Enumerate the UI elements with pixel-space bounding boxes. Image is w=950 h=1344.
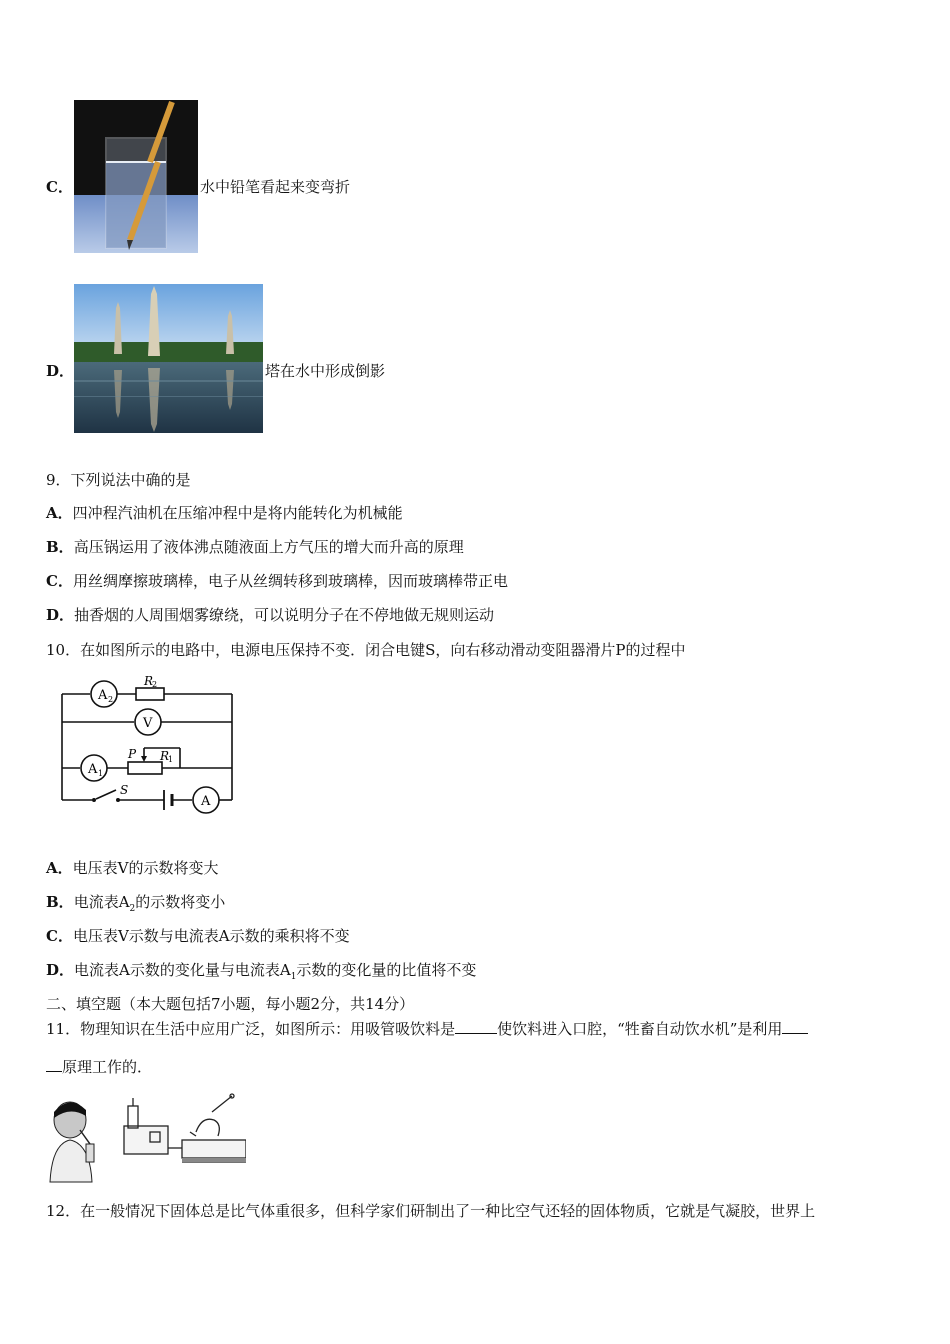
question-11-line-1 (46, 1019, 808, 1039)
option-text: 抽香烟的人周围烟雾缭绕，可以说明分子在不停地做无规则运动 (74, 606, 495, 624)
question-11-text-a: 11．物理知识在生活中应用广泛，如图所示：用吸管吸饮料是 (46, 1020, 456, 1038)
answer-blank-2-start[interactable] (782, 1019, 808, 1034)
option-text-post: 示数的变化量的比值将不变 (296, 961, 477, 979)
ammeter-a2-sub: 2 (108, 695, 114, 704)
question-10-option-b (46, 892, 225, 919)
question-11-text-b: 使饮料进入口腔，“牲畜自动饮水机”是利用 (497, 1020, 783, 1038)
option-label: B． (46, 538, 74, 556)
option-text-pre: 电流表A (73, 893, 130, 911)
option-text: 电压表V示数与电流表A示数的乘积将不变 (72, 927, 350, 945)
option-label: A． (46, 504, 73, 522)
option-label: B． (46, 893, 74, 911)
option-label: A． (46, 859, 73, 877)
question-10-stem: 10．在如图所示的电路中，电源电压保持不变．闭合电键S，向右移动滑动变阻器滑片P的过程中 (46, 641, 686, 659)
answer-blank-1[interactable] (455, 1019, 497, 1034)
option-text-pre: 电流表A示数的变化量与电流表A (74, 961, 291, 979)
option-label: C． (46, 572, 73, 590)
option-d-caption: 塔在水中形成倒影 (265, 362, 386, 380)
question-10-option-a (46, 858, 218, 878)
switch-s-label: S (120, 783, 129, 797)
option-text-post: 的示数将变小 (135, 893, 226, 911)
option-text: 四冲程汽油机在压缩冲程中是将内能转化为机械能 (72, 504, 403, 522)
question-9-option-b (46, 537, 464, 557)
option-label: D． (46, 606, 75, 624)
option-label: C． (46, 927, 73, 945)
resistor-r1-sub: 1 (168, 755, 174, 764)
question-12-line-1: 12．在一般情况下固体总是比气体重很多，但科学家们研制出了一种比空气还轻的固体物质，它就是气凝胶，世界上 (46, 1202, 816, 1220)
question-10-option-c (46, 926, 350, 946)
option-c-caption: 水中铅笔看起来变弯折 (200, 178, 351, 196)
pagoda-reflection-photo (74, 284, 263, 433)
ammeter-a2-label: A (98, 688, 108, 703)
option-text: 高压锅运用了液体沸点随液面上方气压的增大而升高的原理 (73, 538, 464, 556)
pencil-in-water-image (74, 100, 198, 253)
resistor-r1-label: R (160, 749, 170, 763)
pagoda-reflection-image (74, 284, 263, 433)
option-d-label: D． (46, 362, 75, 380)
question-11-line-2 (46, 1057, 152, 1077)
option-text: 电压表V的示数将变大 (72, 859, 219, 877)
question-9-option-c (46, 571, 508, 591)
question-10-option-d (46, 960, 476, 987)
question-9-stem: 9．下列说法中确的是 (46, 471, 191, 489)
circuit-diagram (56, 672, 240, 818)
question-11-text-c: 原理工作的． (62, 1058, 153, 1076)
option-text: 用丝绸摩擦玻璃棒，电子从丝绸转移到玻璃棒，因而玻璃棒带正电 (72, 572, 508, 590)
circuit-svg (56, 672, 240, 818)
ammeter-a-label: A (201, 794, 211, 809)
option-label: D． (46, 961, 75, 979)
ammeter-a1-sub: 1 (98, 769, 104, 778)
straw-and-drinker-svg (46, 1092, 246, 1184)
question-9-option-a (46, 503, 403, 523)
answer-blank-2-end[interactable] (46, 1057, 62, 1072)
question-9-option-d (46, 605, 494, 625)
option-c-label: C． (46, 178, 73, 196)
resistor-r2-sub: 2 (152, 680, 158, 689)
option-text-sub: 1 (290, 972, 297, 982)
option-text-sub: 2 (129, 904, 136, 914)
ammeter-a1-label: A (88, 762, 98, 777)
pencil-in-water-photo (74, 100, 198, 253)
resistor-r2-label: R (144, 674, 154, 688)
straw-and-drinker-figure (46, 1092, 246, 1184)
slider-p-label: P (128, 747, 137, 761)
section-2-title: 二、填空题（本大题包括7小题，每小题2分，共14分） (46, 995, 415, 1013)
voltmeter-label: V (143, 716, 153, 731)
